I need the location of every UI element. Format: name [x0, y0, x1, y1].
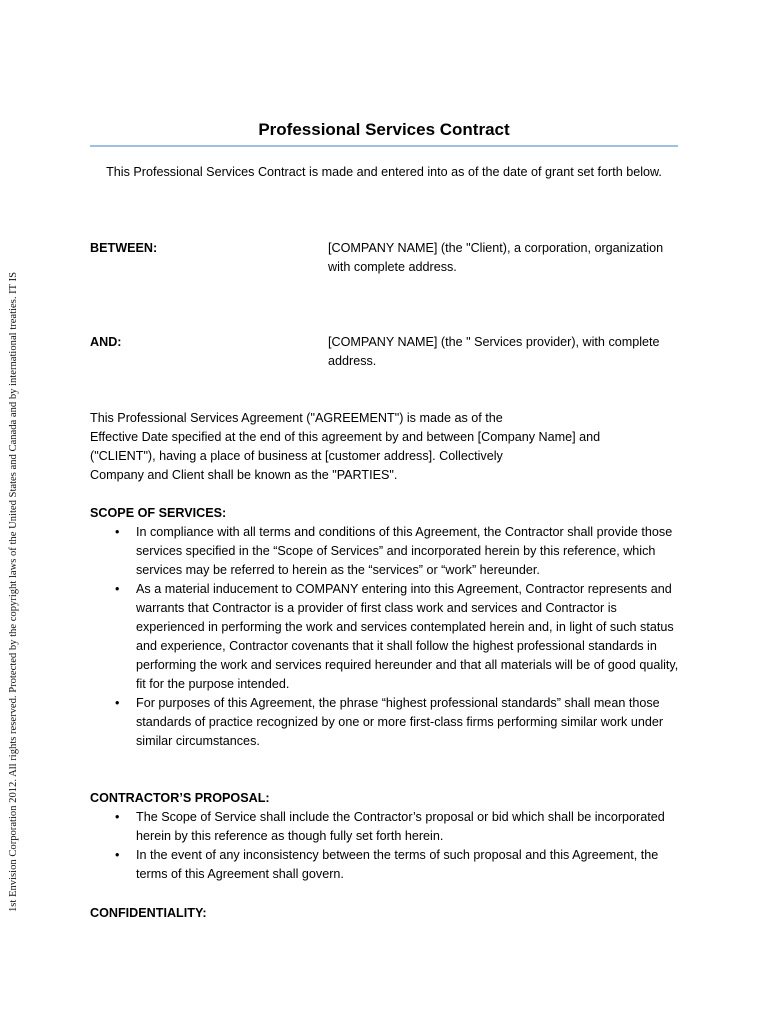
list-item-text: In compliance with all terms and conditions of this Agreement, the Contractor shall provide those services specified in the “Scope of Services” and incorporated herein by this reference, which services may be referred to herein as the “services” or “work” hereunder. — [136, 525, 673, 577]
bullet-icon: • — [115, 810, 120, 824]
bullet-icon: • — [115, 525, 120, 539]
list-item — [90, 523, 680, 580]
list-item-text: As a material inducement to COMPANY entering into this Agreement, Contractor represents and warrants that Contractor is a provider of first class work and services and Contractor is experienced in performing the work and services contemplated herein and, in light of such status and experience, Contractor covenants that it shall follow the highest professional standards in performing the work and services required hereunder and that all materials will be of good quality, fit for the purpose intended. — [136, 582, 679, 691]
scope-of-services-list — [90, 523, 680, 751]
party-between-label: BETWEEN: — [90, 241, 158, 255]
list-item-text: The Scope of Service shall include the Contractor’s proposal or bid which shall be incorporated herein by this reference as though fully set forth herein. — [136, 810, 665, 843]
party-between-value: [COMPANY NAME] (the "Client), a corporation, organization with complete address. — [328, 241, 664, 274]
agreement-line: This Professional Services Agreement ("AGREEMENT") is made as of the — [90, 411, 503, 425]
document-title: Professional Services Contract — [258, 120, 510, 139]
agreement-line: ("CLIENT"), having a place of business at [customer address]. Collectively — [90, 449, 503, 463]
list-item — [90, 808, 680, 846]
party-and-label: AND: — [90, 335, 122, 349]
contractors-proposal-heading: CONTRACTOR’S PROPOSAL: — [90, 791, 270, 805]
intro-paragraph: This Professional Services Contract is made and entered into as of the date of grant set forth below. — [106, 165, 662, 179]
bullet-icon: • — [115, 848, 120, 862]
party-and-value: [COMPANY NAME] (the " Services provider), with complete address. — [328, 335, 660, 368]
bullet-icon: • — [115, 696, 120, 710]
confidentiality-heading: CONFIDENTIALITY: — [90, 906, 207, 920]
list-item-text: In the event of any inconsistency between the terms of such proposal and this Agreement, the terms of this Agreement shall govern. — [136, 848, 659, 881]
scope-of-services-heading: SCOPE OF SERVICES: — [90, 506, 227, 520]
contractors-proposal-list — [90, 808, 680, 884]
agreement-paragraph — [90, 409, 680, 485]
copyright-side-note: 1st Envision Corporation 2012. All rights reserved. Protected by the copyright laws of the United States and Canada and by international treaties. IT IS — [8, 271, 19, 912]
list-item — [90, 580, 680, 694]
agreement-line: Effective Date specified at the end of this agreement by and between [Company Name] and — [90, 430, 601, 444]
title-underline-rule — [90, 145, 678, 147]
list-item — [90, 846, 680, 884]
list-item-text: For purposes of this Agreement, the phrase “highest professional standards” shall mean those standards of practice recognized by one or more first-class firms performing similar work under similar circumstances. — [136, 696, 664, 748]
bullet-icon: • — [115, 582, 120, 596]
list-item — [90, 694, 680, 751]
agreement-line: Company and Client shall be known as the "PARTIES". — [90, 468, 398, 482]
